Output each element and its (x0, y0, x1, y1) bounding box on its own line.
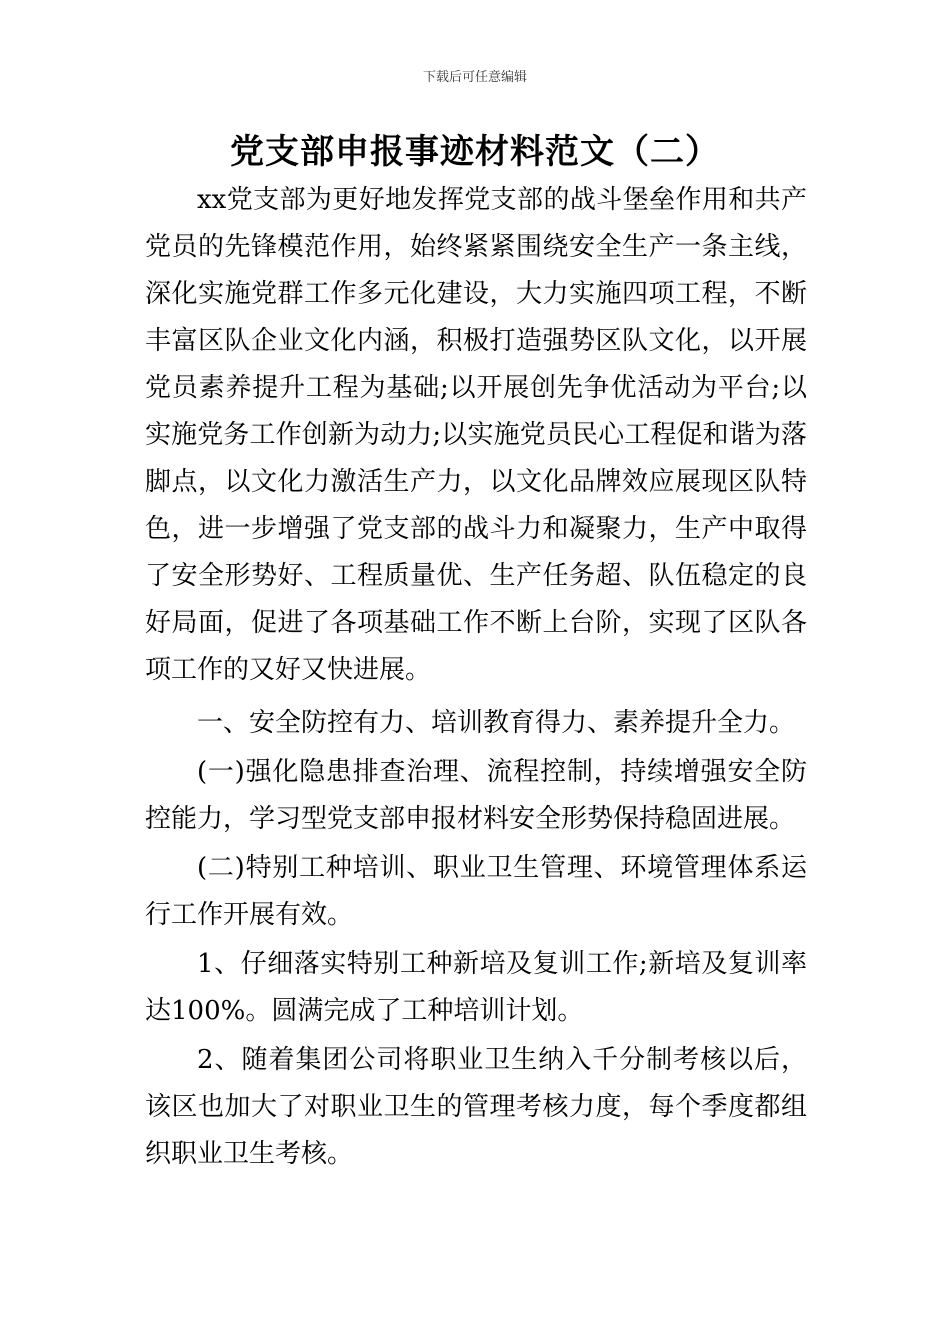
paragraph-intro: xx党支部为更好地发挥党支部的战斗堡垒作用和共产党员的先锋模范作用，始终紧紧围绕安全生产一条主线，深化实施党群工作多元化建设，大力实施四项工程，不断丰富区队企业文化内涵，积极打造强势区队文化，以开展党员素养提升工程为基础;以开展创先争优活动为平台;以实施党务工作创新为动力;以实施党员民心工程促和谐为落脚点，以文化力激活生产力，以文化品牌效应展现区队特色，进一步增强了党支部的战斗力和凝聚力，生产中取得了安全形势好、工程质量优、生产任务超、队伍稳定的良好局面，促进了各项基础工作不断上台阶，实现了区队各项工作的又好又快进展。 (145, 185, 807, 685)
paragraph-subsection-2: (二)特别工种培训、职业卫生管理、环境管理体系运行工作开展有效。 (145, 853, 807, 930)
paragraph-section-1: 一、安全防控有力、培训教育得力、素养提升全力。 (197, 708, 796, 738)
document-title: 党支部申报事迹材料范文（二） (230, 132, 720, 172)
document-body (145, 177, 807, 1180)
paragraph-item-1: 1、仔细落实特别工种新培及复训工作;新培及复训率达100%。圆满完成了工种培训计划。 (145, 949, 807, 1026)
paragraph-item-2: 2、随着集团公司将职业卫生纳入千分制考核以后，该区也加大了对职业卫生的管理考核力度，每个季度都组织职业卫生考核。 (145, 1045, 807, 1169)
paragraph-subsection-1: (一)强化隐患排查治理、流程控制，持续增强安全防控能力，学习型党支部申报材料安全形势保持稳固进展。 (145, 757, 807, 834)
page-header-note: 下载后可任意编辑 (422, 70, 527, 85)
